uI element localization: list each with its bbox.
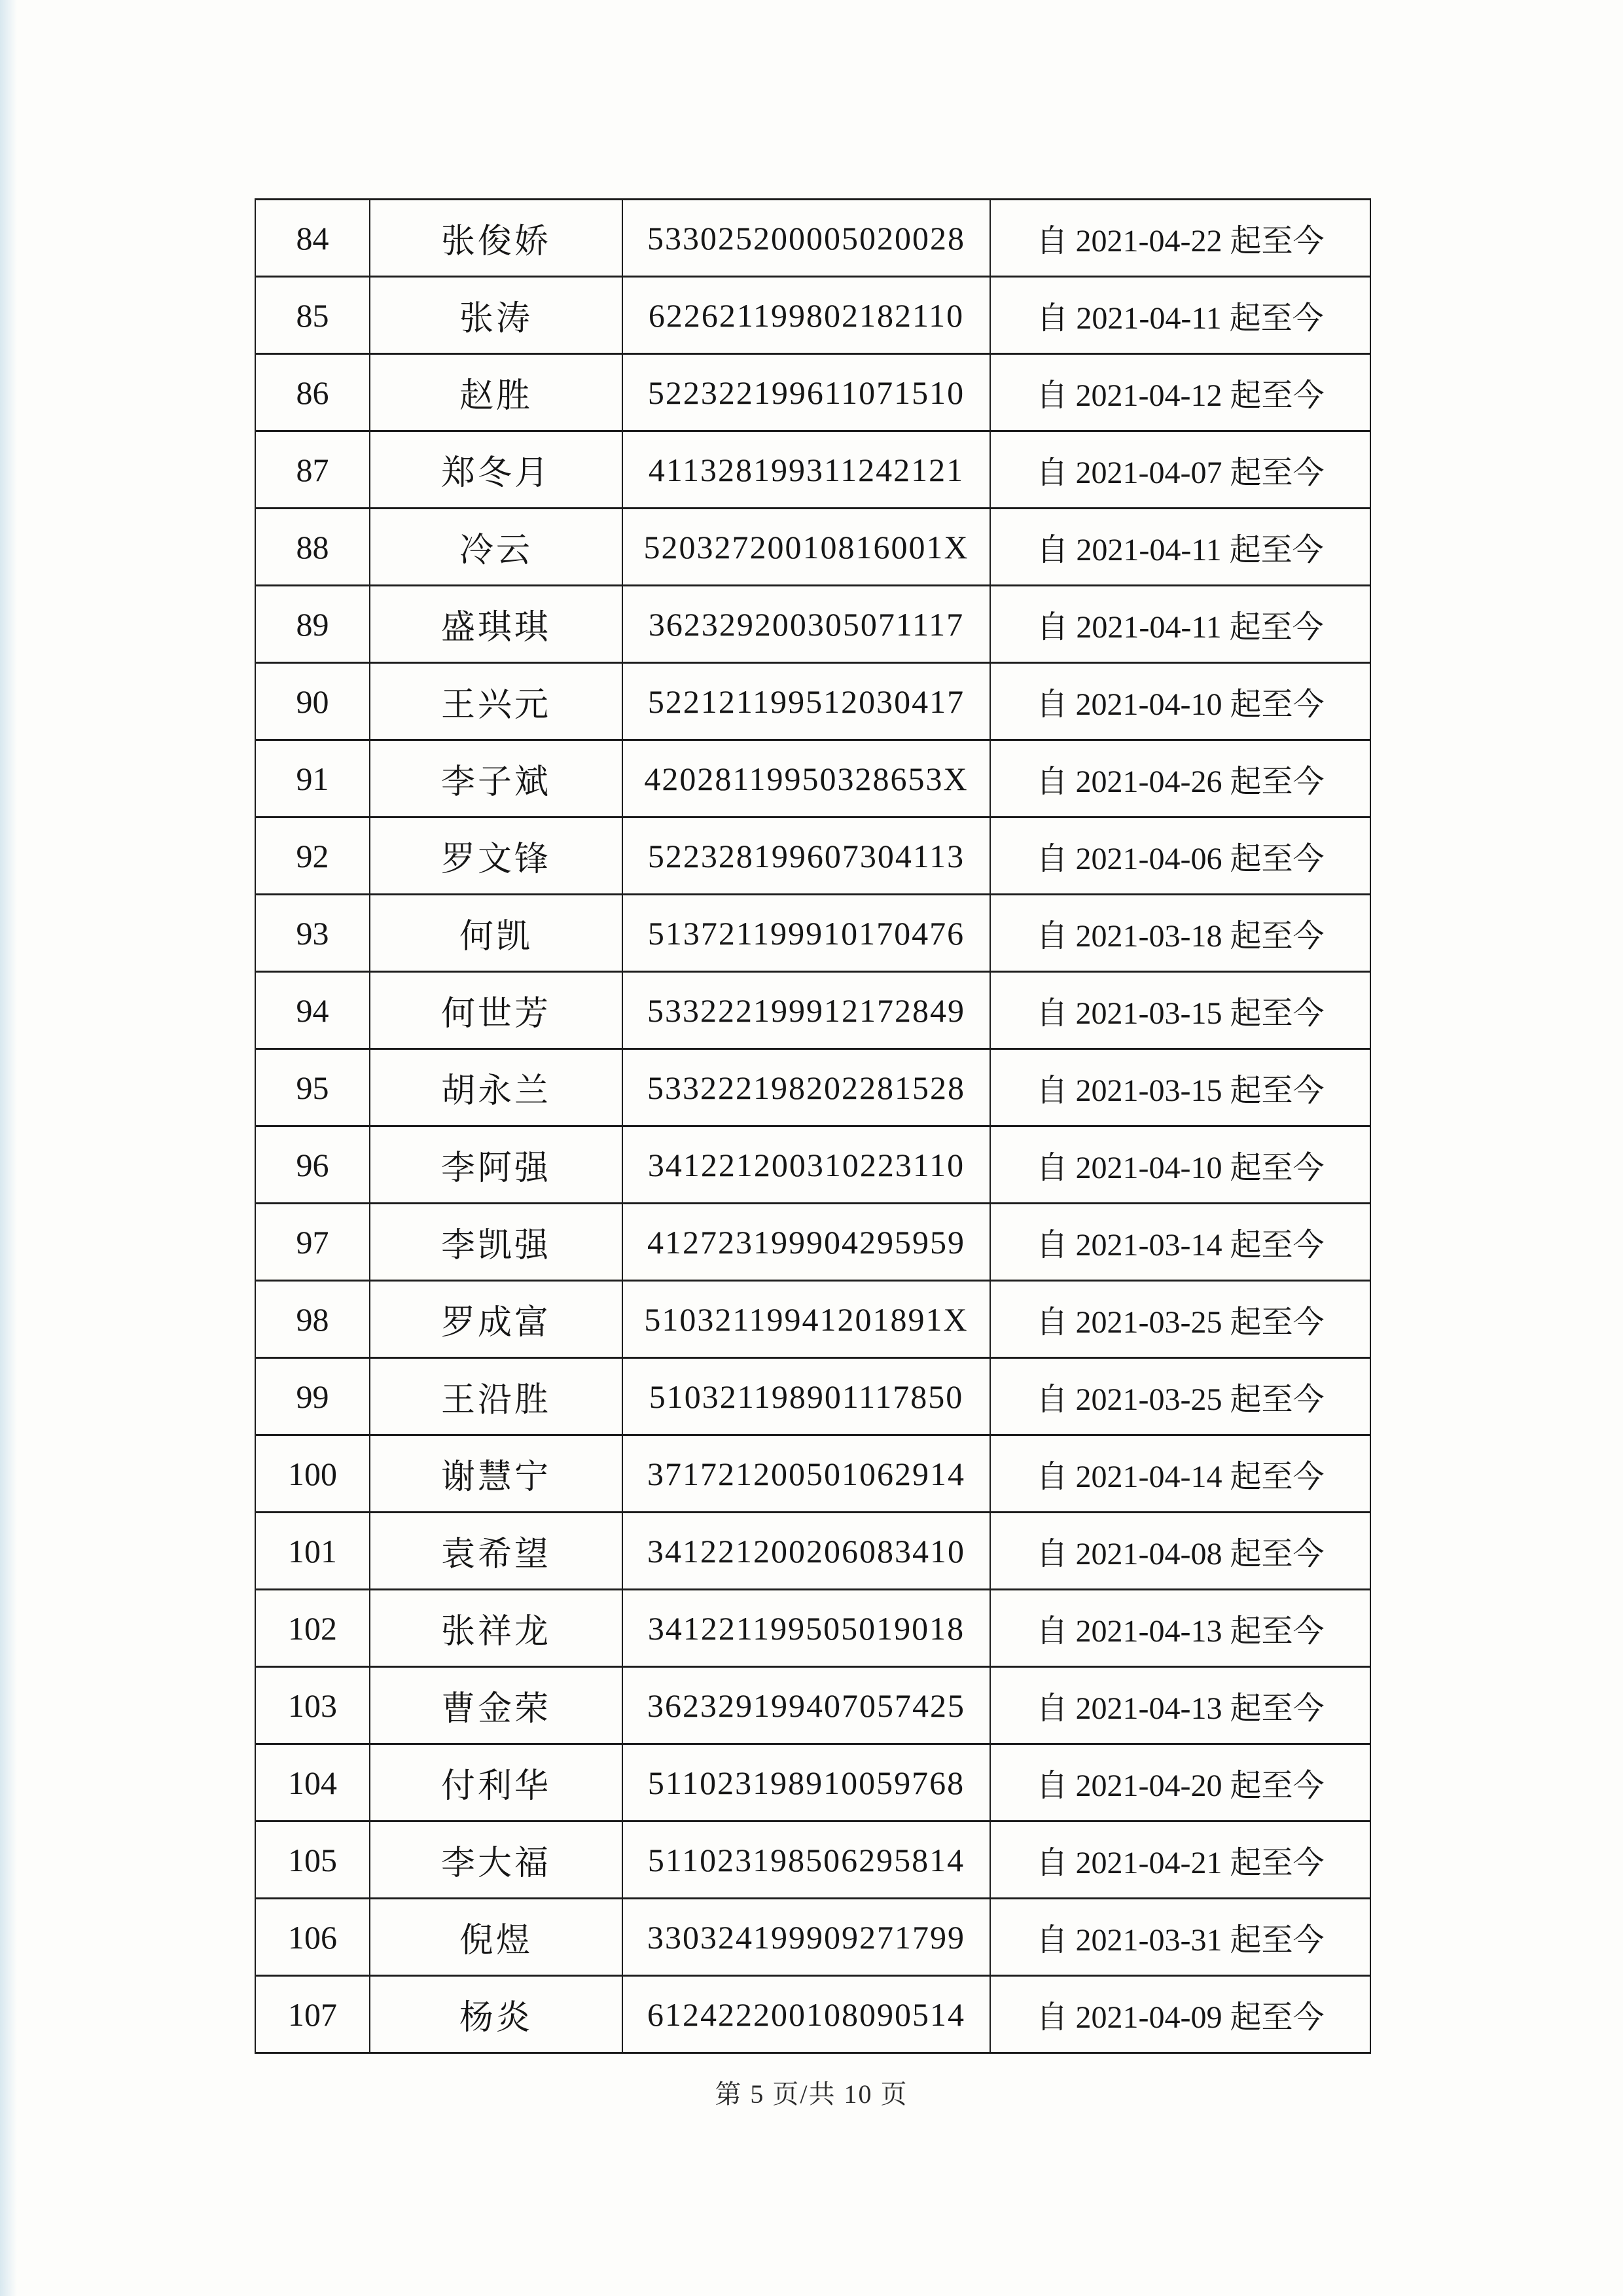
name-cell: 付利华 <box>370 1744 622 1821</box>
period-cell: 自 2021-03-15 起至今 <box>990 1049 1370 1126</box>
name-cell: 何凯 <box>370 895 622 972</box>
name-cell: 李子斌 <box>370 740 622 817</box>
name-cell: 杨炎 <box>370 1976 622 2053</box>
period-cell: 自 2021-04-22 起至今 <box>990 200 1370 277</box>
row-number-cell: 97 <box>255 1204 370 1281</box>
id-number-cell: 362329199407057425 <box>622 1667 990 1744</box>
name-cell: 张俊娇 <box>370 200 622 277</box>
table-row <box>255 509 1370 586</box>
table-row <box>255 1126 1370 1204</box>
period-cell: 自 2021-04-10 起至今 <box>990 663 1370 740</box>
table-row <box>255 1435 1370 1513</box>
table-row <box>255 740 1370 817</box>
id-number-cell: 341221199505019018 <box>622 1590 990 1667</box>
table-row <box>255 1899 1370 1976</box>
row-number-cell: 92 <box>255 817 370 895</box>
id-number-cell: 612422200108090514 <box>622 1976 990 2053</box>
row-number-cell: 98 <box>255 1281 370 1358</box>
page-number-footer: 第 5 页/共 10 页 <box>715 2079 908 2109</box>
table-row <box>255 431 1370 509</box>
name-cell: 胡永兰 <box>370 1049 622 1126</box>
row-number-cell: 103 <box>255 1667 370 1744</box>
period-cell: 自 2021-04-06 起至今 <box>990 817 1370 895</box>
table-row <box>255 354 1370 431</box>
id-number-cell: 371721200501062914 <box>622 1435 990 1513</box>
period-cell: 自 2021-04-07 起至今 <box>990 431 1370 509</box>
name-cell: 何世芳 <box>370 972 622 1049</box>
period-cell: 自 2021-03-31 起至今 <box>990 1899 1370 1976</box>
name-cell: 盛琪琪 <box>370 586 622 663</box>
id-number-cell: 513721199910170476 <box>622 895 990 972</box>
id-number-cell: 533222198202281528 <box>622 1049 990 1126</box>
id-number-cell: 522322199611071510 <box>622 354 990 431</box>
table-row <box>255 1049 1370 1126</box>
period-cell: 自 2021-03-18 起至今 <box>990 895 1370 972</box>
table-row <box>255 586 1370 663</box>
row-number-cell: 87 <box>255 431 370 509</box>
row-number-cell: 99 <box>255 1358 370 1435</box>
id-number-cell: 622621199802182110 <box>622 277 990 354</box>
name-cell: 张祥龙 <box>370 1590 622 1667</box>
period-cell: 自 2021-04-09 起至今 <box>990 1976 1370 2053</box>
name-cell: 曹金荣 <box>370 1667 622 1744</box>
table-row <box>255 1976 1370 2053</box>
table-row <box>255 1744 1370 1821</box>
period-cell: 自 2021-04-13 起至今 <box>990 1667 1370 1744</box>
id-number-cell: 533025200005020028 <box>622 200 990 277</box>
period-cell: 自 2021-03-15 起至今 <box>990 972 1370 1049</box>
table-row <box>255 1204 1370 1281</box>
table-row <box>255 1358 1370 1435</box>
id-number-cell: 511023198506295814 <box>622 1821 990 1899</box>
period-cell: 自 2021-04-11 起至今 <box>990 586 1370 663</box>
table-row <box>255 972 1370 1049</box>
row-number-cell: 101 <box>255 1513 370 1590</box>
period-cell: 自 2021-04-08 起至今 <box>990 1513 1370 1590</box>
name-cell: 李凯强 <box>370 1204 622 1281</box>
name-cell: 谢慧宁 <box>370 1435 622 1513</box>
table-row <box>255 1281 1370 1358</box>
row-number-cell: 107 <box>255 1976 370 2053</box>
row-number-cell: 105 <box>255 1821 370 1899</box>
table-row <box>255 277 1370 354</box>
row-number-cell: 88 <box>255 509 370 586</box>
row-number-cell: 86 <box>255 354 370 431</box>
row-number-cell: 93 <box>255 895 370 972</box>
table-row <box>255 817 1370 895</box>
period-cell: 自 2021-04-11 起至今 <box>990 277 1370 354</box>
row-number-cell: 90 <box>255 663 370 740</box>
id-number-cell: 412723199904295959 <box>622 1204 990 1281</box>
id-number-cell: 330324199909271799 <box>622 1899 990 1976</box>
row-number-cell: 106 <box>255 1899 370 1976</box>
id-number-cell: 52032720010816001X <box>622 509 990 586</box>
period-cell: 自 2021-04-13 起至今 <box>990 1590 1370 1667</box>
row-number-cell: 102 <box>255 1590 370 1667</box>
row-number-cell: 84 <box>255 200 370 277</box>
id-number-cell: 362329200305071117 <box>622 586 990 663</box>
name-cell: 张涛 <box>370 277 622 354</box>
table-row <box>255 1667 1370 1744</box>
row-number-cell: 85 <box>255 277 370 354</box>
row-number-cell: 91 <box>255 740 370 817</box>
row-number-cell: 100 <box>255 1435 370 1513</box>
period-cell: 自 2021-04-12 起至今 <box>990 354 1370 431</box>
row-number-cell: 89 <box>255 586 370 663</box>
table-row <box>255 1513 1370 1590</box>
period-cell: 自 2021-04-10 起至今 <box>990 1126 1370 1204</box>
period-cell: 自 2021-04-20 起至今 <box>990 1744 1370 1821</box>
table-row <box>255 1821 1370 1899</box>
table-row <box>255 895 1370 972</box>
id-number-cell: 341221200310223110 <box>622 1126 990 1204</box>
name-cell: 李大福 <box>370 1821 622 1899</box>
table-row <box>255 663 1370 740</box>
name-cell: 袁希望 <box>370 1513 622 1590</box>
id-number-cell: 42028119950328653X <box>622 740 990 817</box>
name-cell: 王兴元 <box>370 663 622 740</box>
table-row <box>255 1590 1370 1667</box>
name-cell: 倪煜 <box>370 1899 622 1976</box>
period-cell: 自 2021-04-11 起至今 <box>990 509 1370 586</box>
personnel-table <box>255 198 1371 2054</box>
name-cell: 李阿强 <box>370 1126 622 1204</box>
id-number-cell: 533222199912172849 <box>622 972 990 1049</box>
table-row <box>255 200 1370 277</box>
id-number-cell: 522121199512030417 <box>622 663 990 740</box>
name-cell: 冷云 <box>370 509 622 586</box>
period-cell: 自 2021-03-25 起至今 <box>990 1358 1370 1435</box>
period-cell: 自 2021-04-14 起至今 <box>990 1435 1370 1513</box>
name-cell: 赵胜 <box>370 354 622 431</box>
id-number-cell: 511023198910059768 <box>622 1744 990 1821</box>
name-cell: 罗成富 <box>370 1281 622 1358</box>
id-number-cell: 341221200206083410 <box>622 1513 990 1590</box>
id-number-cell: 522328199607304113 <box>622 817 990 895</box>
period-cell: 自 2021-04-21 起至今 <box>990 1821 1370 1899</box>
row-number-cell: 96 <box>255 1126 370 1204</box>
name-cell: 王沿胜 <box>370 1358 622 1435</box>
id-number-cell: 51032119941201891X <box>622 1281 990 1358</box>
period-cell: 自 2021-04-26 起至今 <box>990 740 1370 817</box>
name-cell: 郑冬月 <box>370 431 622 509</box>
id-number-cell: 411328199311242121 <box>622 431 990 509</box>
scan-edge-artifact <box>0 0 17 2296</box>
row-number-cell: 94 <box>255 972 370 1049</box>
row-number-cell: 104 <box>255 1744 370 1821</box>
name-cell: 罗文锋 <box>370 817 622 895</box>
period-cell: 自 2021-03-25 起至今 <box>990 1281 1370 1358</box>
id-number-cell: 510321198901117850 <box>622 1358 990 1435</box>
row-number-cell: 95 <box>255 1049 370 1126</box>
period-cell: 自 2021-03-14 起至今 <box>990 1204 1370 1281</box>
